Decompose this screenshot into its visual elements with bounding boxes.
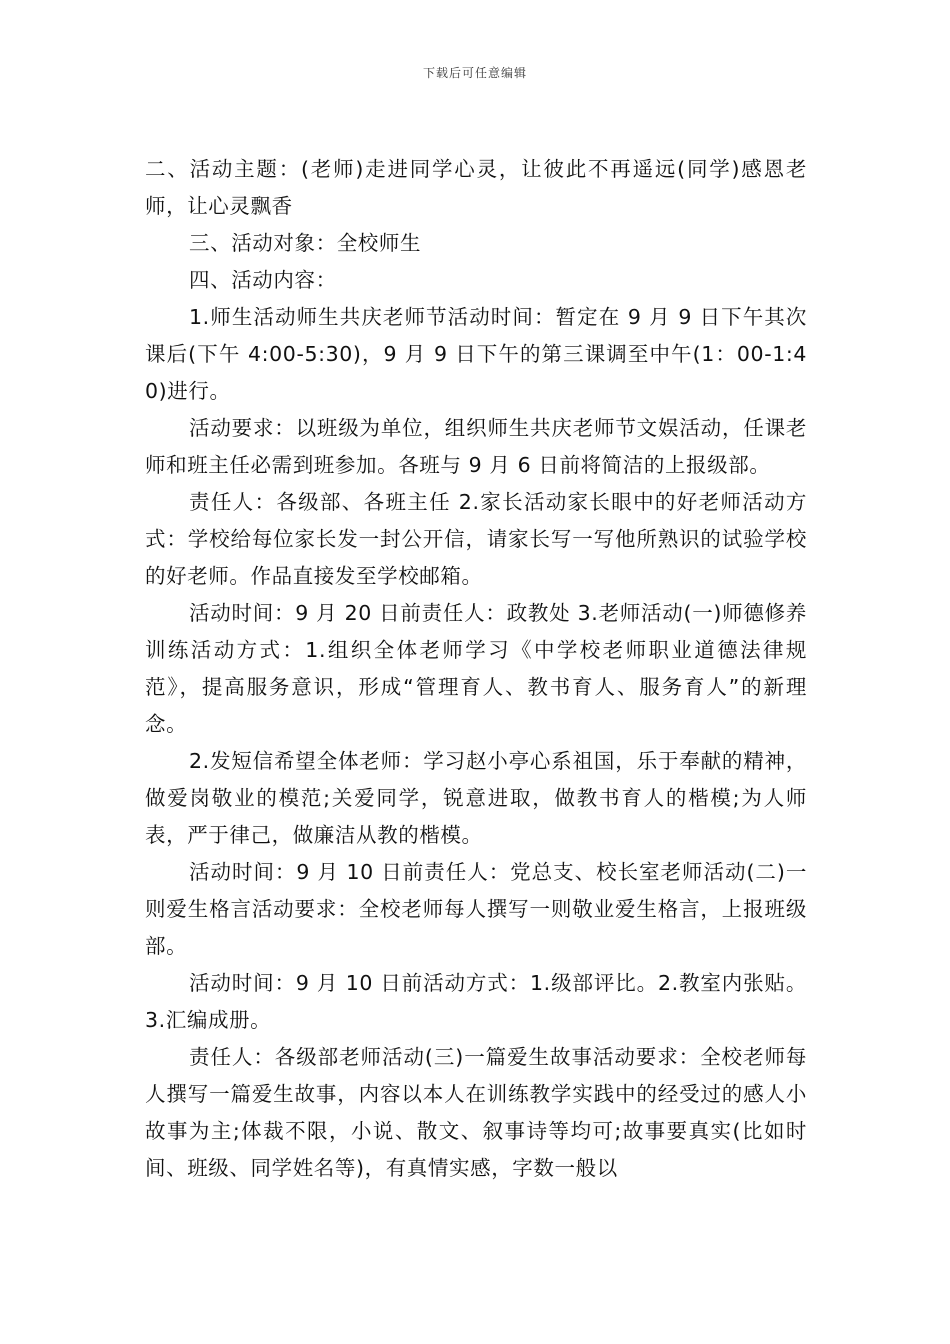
document-body: [145, 151, 807, 1187]
paragraph-activity-theme: 二、活动主题：(老师)走进同学心灵，让彼此不再遥远(同学)感恩老师，让心灵飘香: [145, 157, 807, 218]
header-note: 下载后可任意编辑: [422, 66, 527, 80]
paragraph-activity-method: 活动时间：9 月 10 日前活动方式：1.级部评比。2.教室内张贴。3.汇编成册。: [145, 971, 807, 1032]
paragraph-teacher-activity-two: 活动时间：9 月 10 日前责任人：党总支、校长室老师活动(二)一则爱生格言活动要求：全校老师每人撰写一则敬业爱生格言，上报班级部。: [145, 860, 807, 958]
paragraph-parent-activity: 责任人：各级部、各班主任 2.家长活动家长眼中的好老师活动方式：学校给每位家长发一封公开信，请家长写一写他所熟识的试验学校的好老师。作品直接发至学校邮箱。: [145, 490, 807, 588]
paragraph-activity-content-heading: 四、活动内容：: [189, 268, 337, 292]
paragraph-sms-message: 2.发短信希望全体老师：学习赵小亭心系祖国，乐于奉献的精神，做爱岗敬业的模范;关爱同学，锐意进取，做教书育人的楷模;为人师表，严于律己，做廉洁从教的楷模。: [145, 749, 807, 847]
paragraph-teacher-activity-three: 责任人：各级部老师活动(三)一篇爱生故事活动要求：全校老师每人撰写一篇爱生故事，内容以本人在训练教学实践中的经受过的感人小故事为主;体裁不限，小说、散文、叙事诗等均可;故事要真实(比如时间、班级、同学姓名等)，有真情实感，字数一般以: [145, 1045, 807, 1180]
paragraph-activity-target: 三、活动对象：全校师生: [189, 231, 422, 255]
paragraph-activity-requirements: 活动要求：以班级为单位，组织师生共庆老师节文娱活动，任课老师和班主任必需到班参加。各班与 9 月 6 日前将简洁的上报级部。: [145, 416, 807, 477]
paragraph-teacher-activity-one: 活动时间：9 月 20 日前责任人：政教处 3.老师活动(一)师德修养训练活动方式：1.组织全体老师学习《中学校老师职业道德法律规范》，提高服务意识，形成“管理育人、教书育人、服务育人”的新理念。: [145, 601, 807, 736]
paragraph-teacher-student-activity: 1.师生活动师生共庆老师节活动时间：暂定在 9 月 9 日下午其次课后(下午 4:00-5:30)，9 月 9 日下午的第三课调至中午(1：00-1:40)进行。: [145, 305, 807, 403]
